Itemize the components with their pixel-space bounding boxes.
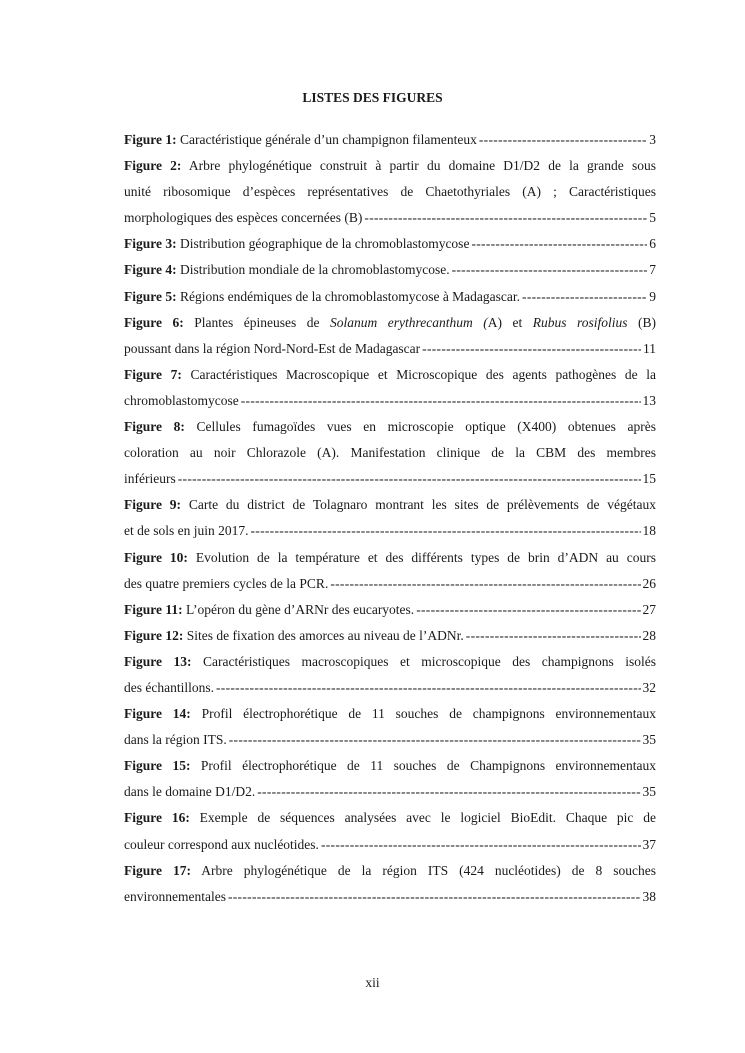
list-item[interactable] [124, 310, 656, 362]
list-item[interactable] [124, 805, 656, 857]
figure-label: Figure 6: [124, 314, 184, 330]
dot-leader [321, 832, 641, 858]
list-item[interactable] [124, 701, 656, 753]
figure-caption: des échantillons. [124, 679, 214, 695]
figure-label: Figure 5: [124, 288, 177, 304]
dot-leader [228, 884, 641, 910]
figure-label: Figure 8: [124, 419, 185, 435]
figure-caption: Profil électrophorétique de 11 souches de champignons environnementaux [190, 706, 656, 722]
page-ref: 26 [642, 575, 656, 591]
figure-label: Figure 12: [124, 627, 184, 643]
figure-caption: Arbre phylogénétique construit à partir du domaine D1/D2 de la grande sous [181, 158, 656, 174]
dot-leader [522, 284, 647, 310]
list-item[interactable] [124, 231, 656, 257]
figure-label: Figure 2: [124, 158, 182, 174]
page-title: LISTES DES FIGURES [302, 90, 443, 105]
figure-caption: Cellules fumagoïdes vues en microscopie optique (X400) obtenues après [184, 419, 656, 435]
dot-leader [216, 675, 641, 701]
figure-label: Figure 10: [124, 549, 188, 565]
list-item[interactable] [124, 492, 656, 544]
figure-caption: poussant dans la région Nord-Nord-Est de Madagascar [124, 340, 421, 356]
figure-label: Figure 9: [124, 497, 182, 513]
figure-caption: et de sols en juin 2017. [124, 523, 249, 539]
figure-caption: coloration au noir Chlorazole (A). Manifestation clinique de la CBM des membres [124, 445, 656, 461]
figure-label: Figure 17: [124, 862, 191, 878]
list-item[interactable] [124, 284, 656, 310]
page-ref: 18 [642, 523, 656, 539]
page-ref: 5 [649, 210, 656, 226]
figure-caption: environnementales [124, 888, 226, 904]
figure-caption: Profil électrophorétique de 11 souches de Champignons environnementaux [190, 758, 656, 774]
figure-label: Figure 15: [124, 758, 191, 774]
page-ref: 37 [642, 836, 656, 852]
page-ref: 15 [642, 471, 656, 487]
figure-caption: couleur correspond aux nucléotides. [124, 836, 319, 852]
figure-label: Figure 14: [124, 706, 191, 722]
dot-leader [416, 597, 640, 623]
figure-caption: Distribution mondiale de la chromoblastomycose. [176, 262, 450, 278]
figure-caption: Plantes épineuses de [183, 314, 330, 330]
page-ref: 35 [642, 784, 656, 800]
list-item[interactable] [124, 597, 656, 623]
list-item[interactable] [124, 153, 656, 231]
figure-caption: Caractéristique générale d’un champignon filamenteux [176, 132, 477, 147]
list-item[interactable] [124, 623, 656, 649]
page-ref: 27 [642, 601, 656, 617]
figure-label: Figure 1: [124, 132, 177, 147]
list-item[interactable] [124, 753, 656, 805]
figure-label: Figure 16: [124, 810, 190, 826]
page-ref: 28 [642, 627, 656, 643]
figure-caption: Caractéristiques macroscopiques et microscopique des champignons isolés [191, 653, 656, 669]
dot-leader [422, 336, 641, 362]
figure-caption: Evolution de la température et des différents types de brin d’ADN au cours [187, 549, 656, 565]
dot-leader [471, 231, 647, 257]
dot-leader [479, 127, 647, 153]
figure-caption: dans la région ITS. [124, 732, 227, 748]
dot-leader [229, 727, 641, 753]
figure-caption: Caractéristiques Macroscopique et Microscopique des agents pathogènes de la [181, 366, 656, 382]
page-ref: 32 [642, 679, 656, 695]
figure-caption: Exemple de séquences analysées avec le logiciel BioEdit. Chaque pic de [189, 810, 656, 826]
list-item[interactable] [124, 649, 656, 701]
dot-leader [241, 388, 641, 414]
page-ref: 35 [642, 732, 656, 748]
figure-caption: Carte du district de Tolagnaro montrant les sites de prélèvements de végétaux [181, 497, 656, 513]
figure-label: Figure 3: [124, 236, 177, 252]
figure-caption: dans le domaine D1/D2. [124, 784, 256, 800]
figure-label: Figure 4: [124, 262, 177, 278]
figure-caption: A) et [487, 314, 533, 330]
dot-leader [466, 623, 641, 649]
figure-caption: L’opéron du gène d’ARNr des eucaryotes. [182, 601, 415, 617]
dot-leader [251, 518, 641, 544]
figure-list [124, 127, 656, 910]
page-ref: 6 [649, 236, 656, 252]
figure-caption: Régions endémiques de la chromoblastomycose à Madagascar. [176, 288, 521, 304]
dot-leader [257, 779, 640, 805]
figure-caption: chromoblastomycose [124, 392, 239, 408]
figure-caption: unité ribosomique d’espèces représentatives de Chaetothyriales (A) ; Caractéristiques [124, 184, 656, 200]
list-item[interactable] [124, 414, 656, 492]
dot-leader [330, 571, 640, 597]
page-ref: 3 [649, 132, 656, 147]
dot-leader [452, 257, 648, 283]
figure-label: Figure 13: [124, 653, 192, 669]
figure-caption: des quatre premiers cycles de la PCR. [124, 575, 329, 591]
list-item[interactable] [124, 362, 656, 414]
list-item[interactable] [124, 257, 656, 283]
list-item[interactable] [124, 545, 656, 597]
page-ref: 7 [649, 262, 656, 278]
figure-caption: Sites de fixation des amorces au niveau de l’ADNr. [183, 627, 464, 643]
list-item[interactable] [124, 127, 656, 153]
species-name: Solanum erythrecanthum ( [329, 314, 488, 330]
page-ref: 38 [642, 888, 656, 904]
figure-label: Figure 7: [124, 366, 182, 382]
figure-caption: inférieurs [124, 471, 176, 487]
figure-caption: Distribution géographique de la chromoblastomycose [176, 236, 470, 252]
list-item[interactable] [124, 858, 656, 910]
page-ref: 9 [649, 288, 656, 304]
page-number: xii [365, 975, 380, 990]
species-name: Rubus rosifolius [532, 314, 628, 330]
page-ref: 11 [643, 340, 656, 356]
dot-leader [364, 205, 647, 231]
dot-leader [178, 466, 641, 492]
figure-label: Figure 11: [124, 601, 183, 617]
figure-caption: (B) [627, 314, 656, 330]
page-ref: 13 [642, 392, 656, 408]
figure-caption: morphologiques des espèces concernées (B) [124, 210, 363, 226]
figure-caption: Arbre phylogénétique de la région ITS (424 nucléotides) de 8 souches [190, 862, 656, 878]
